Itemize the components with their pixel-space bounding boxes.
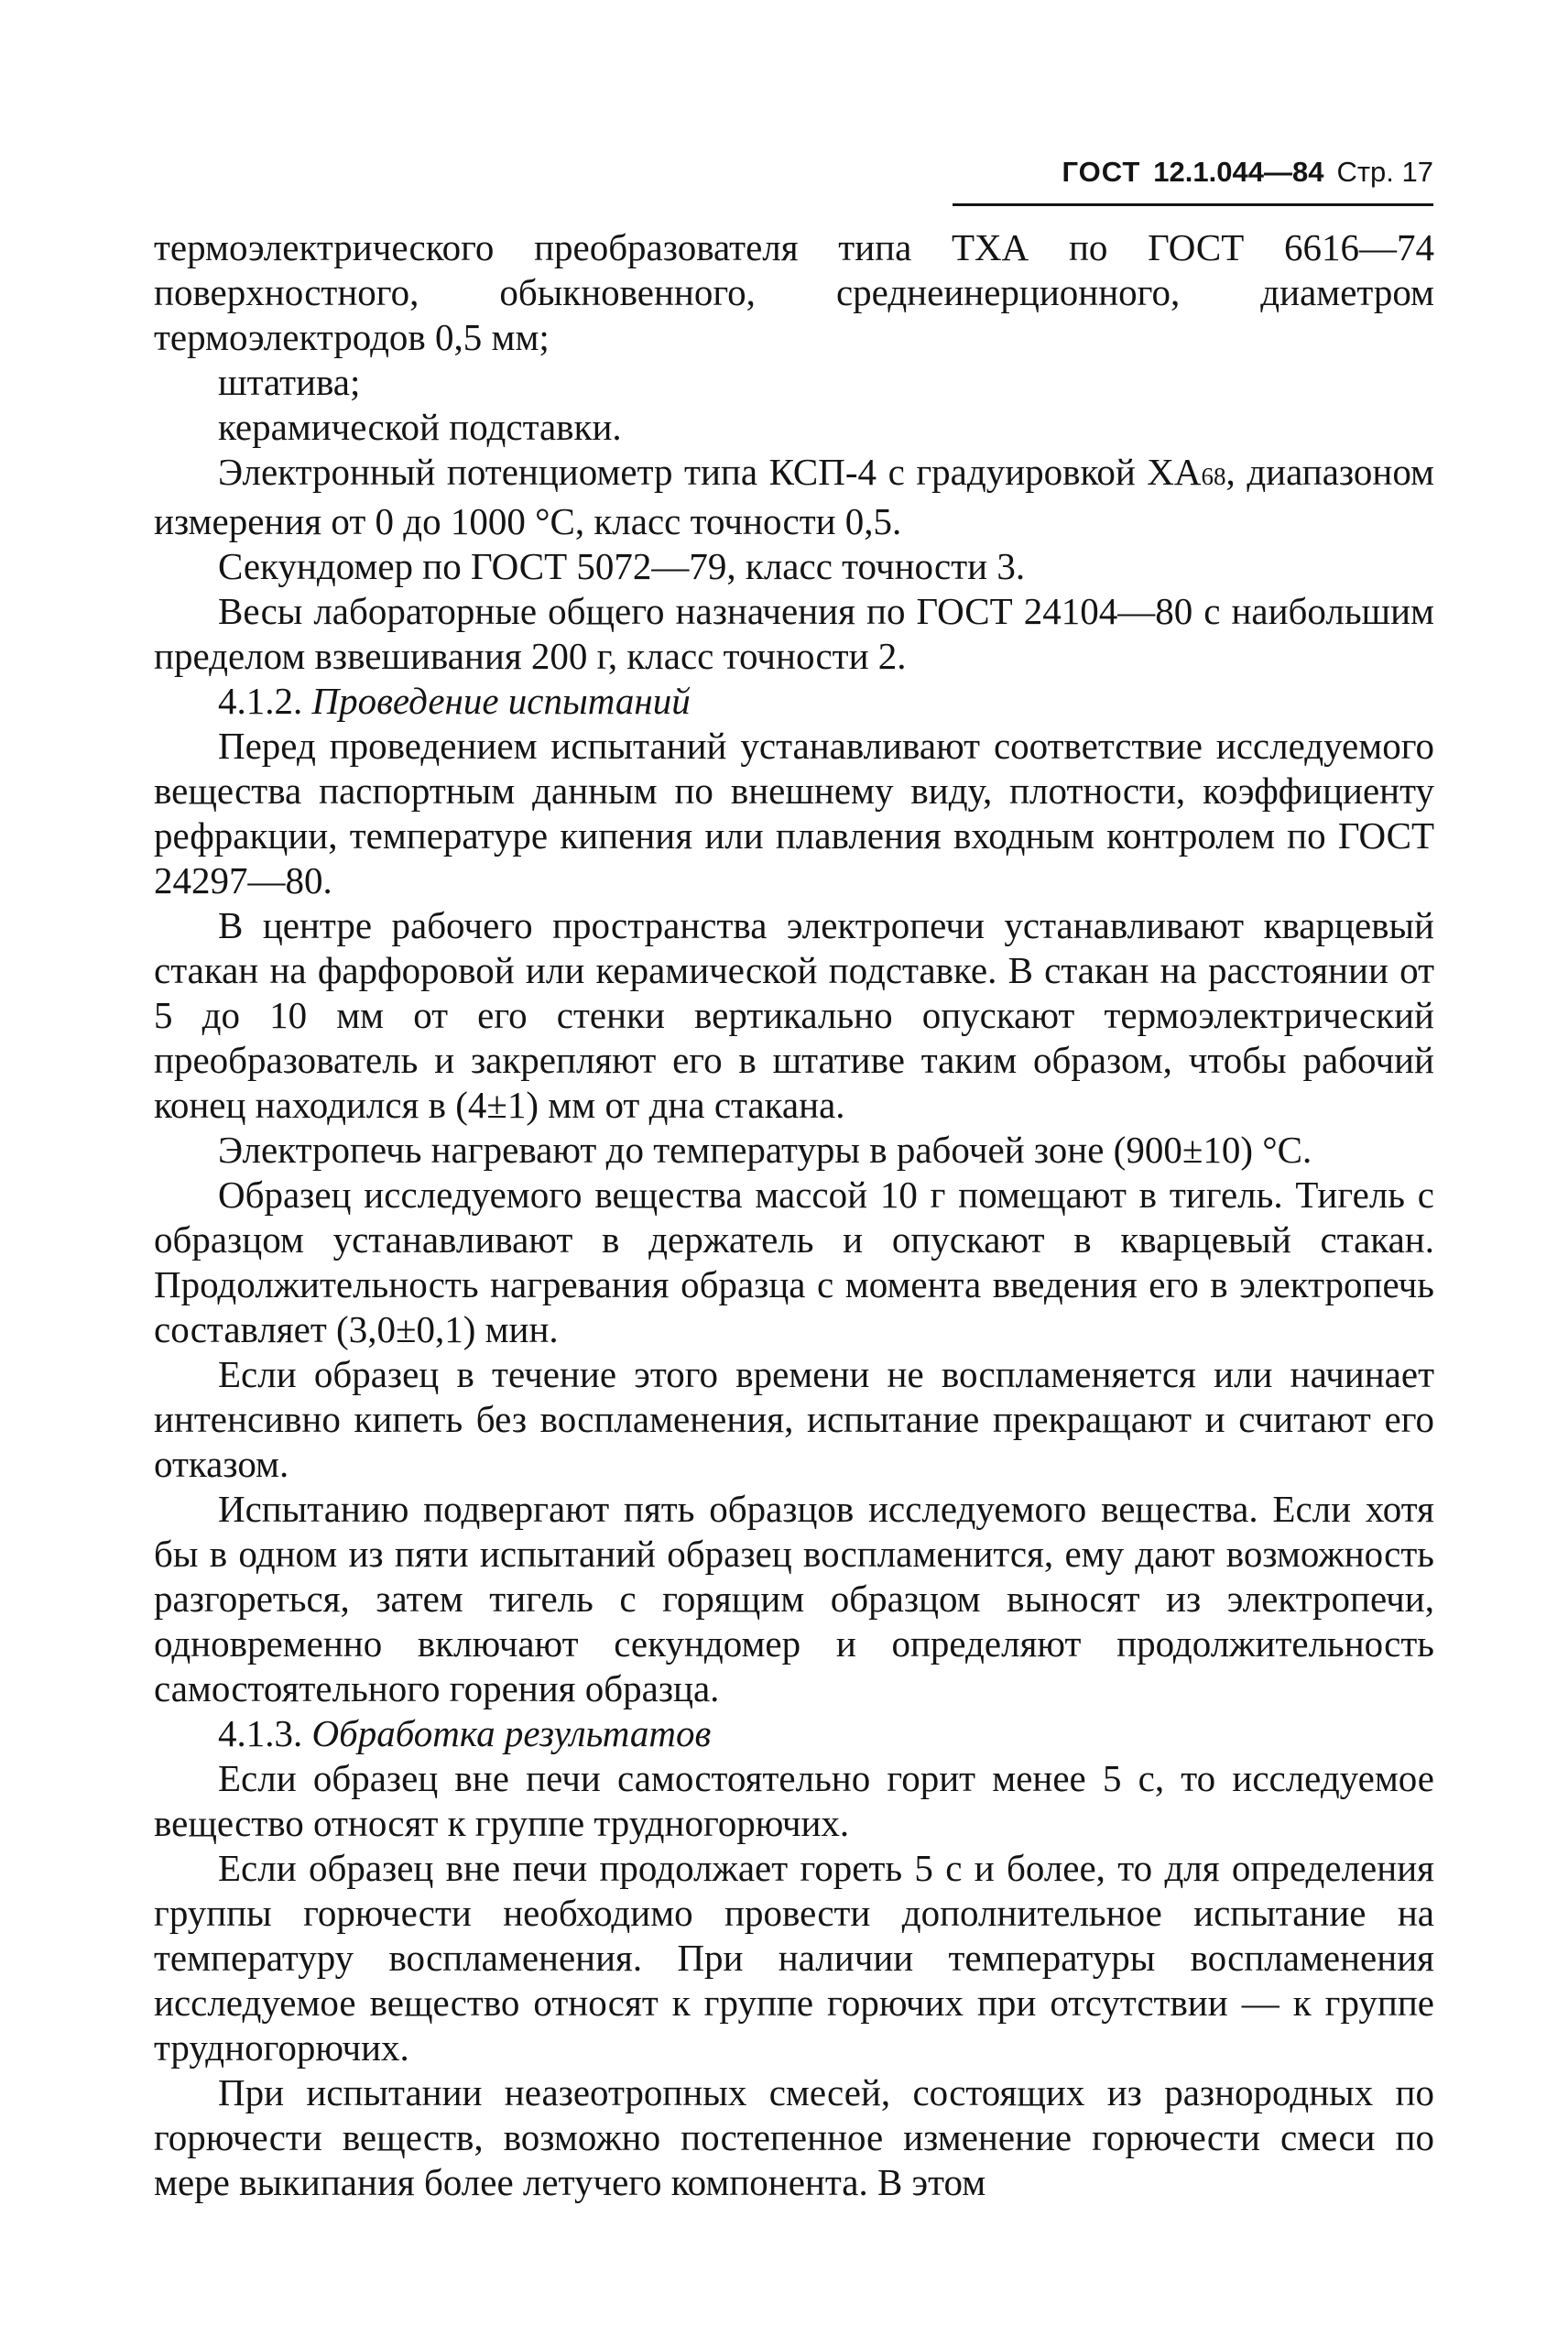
paragraph-text: керамической подставки.	[218, 406, 622, 448]
paragraph	[154, 724, 1434, 903]
paragraph-text: термоэлектрического преобразователя типа ТХА по ГОСТ 6616—74 поверхностного, обыкновенного, среднеинерционного, диаметром термоэлектродов 0,5 мм;	[154, 226, 1434, 358]
section-number: 4.1.2.	[218, 680, 303, 722]
paragraph	[154, 2070, 1434, 2205]
paragraph	[154, 405, 1434, 450]
paragraph	[154, 589, 1434, 679]
paragraph	[154, 450, 1434, 544]
standard-label: ГОСТ	[1062, 156, 1141, 188]
paragraph-text: Секундомер по ГОСТ 5072—79, класс точности 3.	[218, 545, 1026, 587]
paragraph-text: Если образец вне печи самостоятельно горит менее 5 с, то исследуемое вещество относят к группе трудногорючих.	[154, 1757, 1434, 1844]
paragraph	[154, 544, 1434, 589]
section-title: Обработка результатов	[311, 1712, 712, 1754]
paragraph	[154, 1128, 1434, 1173]
page-number: Стр. 17	[1336, 156, 1433, 188]
paragraph	[154, 903, 1434, 1128]
paragraph-text: Электропечь нагревают до температуры в рабочей зоне (900±10) °С.	[218, 1129, 1312, 1171]
standard-number: 12.1.044—84	[1153, 156, 1324, 188]
paragraph-text-tail: , диапазоном измерения от 0 до 1000 °С, класс точности 0,5.	[154, 451, 1434, 542]
section-heading	[154, 1711, 1434, 1756]
paragraph	[154, 360, 1434, 405]
paragraph-text: штатива;	[218, 361, 361, 403]
paragraph	[154, 1846, 1434, 2070]
paragraph	[154, 1352, 1434, 1487]
page-header	[953, 156, 1433, 206]
paragraph-text: Если образец вне печи продолжает гореть 5 с и более, то для определения группы горючести необходимо провести дополнительное испытание на температуру воспламенения. При наличии температуры воспламенения исследуемое вещество относят к группе горючих при отсутствии — к группе трудногорючих.	[154, 1847, 1434, 2069]
paragraph-text: При испытании неазеотропных смесей, состоящих из разнородных по горючести веществ, возможно постепенное изменение горючести смеси по мере выкипания более летучего компонента. В этом	[154, 2071, 1434, 2203]
paragraph-text: Перед проведением испытаний устанавливают соответствие исследуемого вещества паспортным данным по внешнему виду, плотности, коэффициенту рефракции, температуре кипения или плавления входным контролем по ГОСТ 24297—80.	[154, 725, 1434, 901]
subscript: 68	[1201, 463, 1226, 490]
paragraph	[154, 1173, 1434, 1352]
paragraph-text: Весы лабораторные общего назначения по ГОСТ 24104—80 с наибольшим пределом взвешивания 200 г, класс точности 2.	[154, 590, 1434, 677]
section-title: Проведение испытаний	[311, 680, 691, 722]
section-heading	[154, 679, 1434, 724]
paragraph-text: Электронный потенциометр типа КСП-4 с градуировкой ХА	[218, 451, 1202, 493]
paragraph	[154, 1487, 1434, 1711]
paragraph-text: Испытанию подвергают пять образцов исследуемого вещества. Если хотя бы в одном из пяти испытаний образец воспламенится, ему дают возможность разгореться, затем тигель с горящим образцом выносят из электропечи, одновременно включают секундомер и определяют продолжительность самостоятельного горения образца.	[154, 1488, 1434, 1709]
section-number: 4.1.3.	[218, 1712, 303, 1754]
paragraph-text: В центре рабочего пространства электропечи устанавливают кварцевый стакан на фарфоровой или керамической подставке. В стакан на расстоянии от 5 до 10 мм от его стенки вертикально опускают термоэлектрический преобразователь и закрепляют его в штативе таким образом, чтобы рабочий конец находился в (4±1) мм от дна стакана.	[154, 904, 1434, 1126]
paragraph	[154, 1756, 1434, 1846]
document-body	[154, 225, 1434, 2205]
paragraph	[154, 225, 1434, 360]
paragraph-text: Образец исследуемого вещества массой 10 г помещают в тигель. Тигель с образцом устанавливают в держатель и опускают в кварцевый стакан. Продолжительность нагревания образца с момента введения его в электропечь составляет (3,0±0,1) мин.	[154, 1174, 1434, 1350]
paragraph-text: Если образец в течение этого времени не воспламеняется или начинает интенсивно кипеть без воспламенения, испытание прекращают и считают его отказом.	[154, 1353, 1434, 1485]
